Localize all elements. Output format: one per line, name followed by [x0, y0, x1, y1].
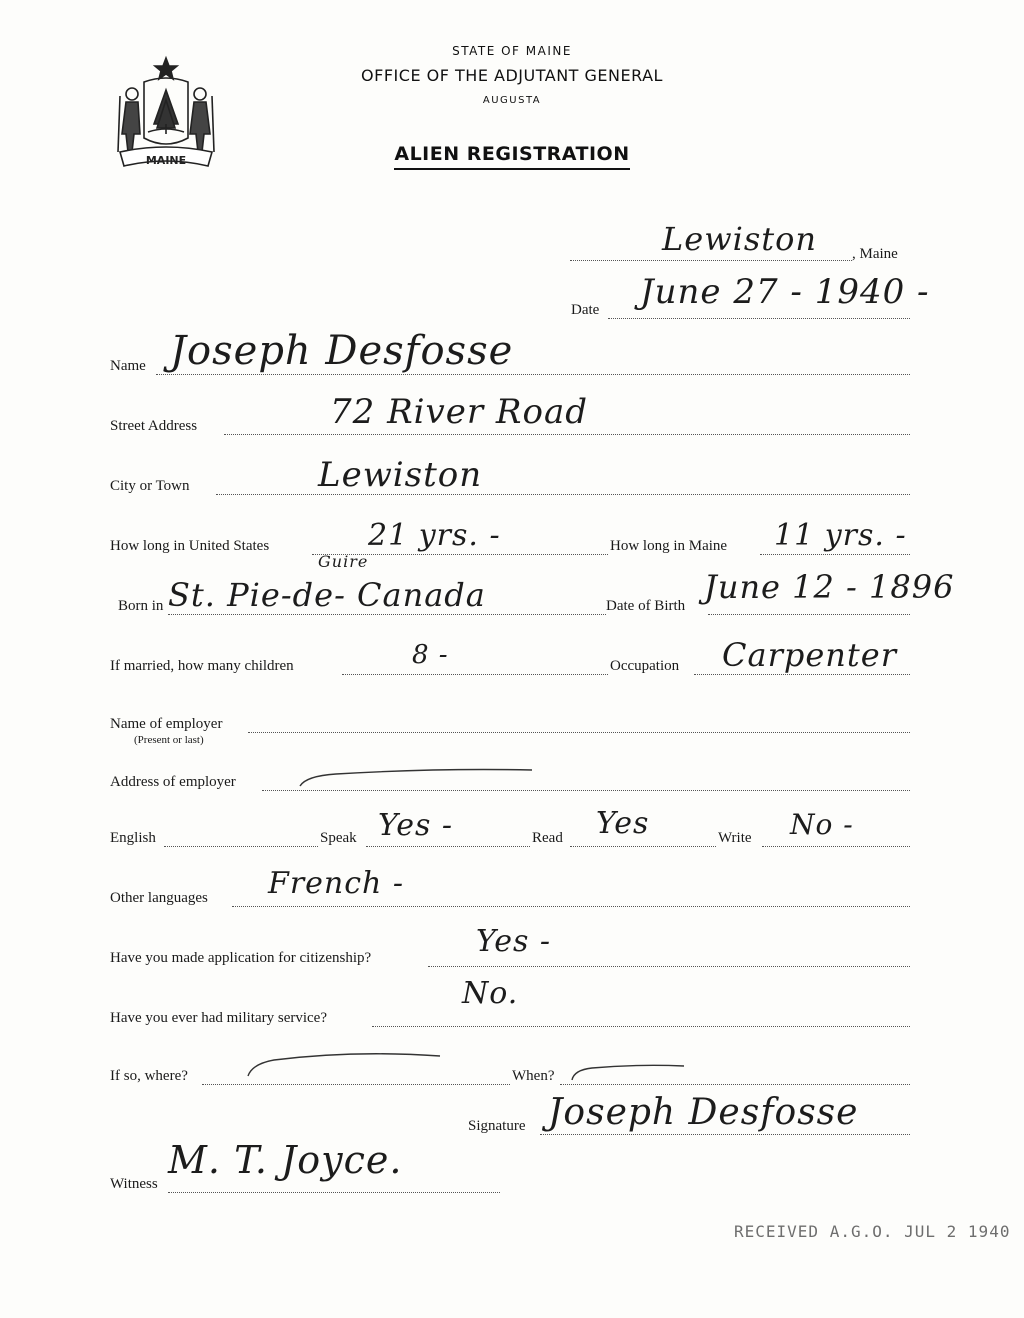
born-line: [168, 614, 606, 615]
speak-line: [366, 846, 530, 847]
signature-value: Joseph Desfosse: [548, 1092, 859, 1133]
occupation-value: Carpenter: [722, 636, 897, 674]
occupation-label: Occupation: [610, 658, 680, 674]
witness-label: Witness: [110, 1176, 158, 1192]
header-office: OFFICE OF THE ADJUTANT GENERAL: [361, 66, 663, 85]
other-languages-line: [232, 906, 910, 907]
read-line: [570, 846, 716, 847]
maine-time-line: [760, 554, 910, 555]
when-label: When?: [512, 1068, 555, 1084]
received-stamp: RECEIVED A.G.O. JUL 2 1940: [734, 1222, 1011, 1241]
employer-address-label: Address of employer: [110, 774, 236, 790]
write-value: No -: [790, 808, 854, 841]
place-line: [570, 260, 852, 261]
witness-line: [168, 1192, 500, 1193]
street-value: 72 River Road: [330, 392, 589, 432]
military-label: Have you ever had military service?: [110, 1010, 327, 1026]
dob-value: June 12 - 1896: [704, 568, 955, 606]
dob-line: [708, 614, 910, 615]
header-city: AUGUSTA: [482, 95, 542, 106]
born-label: Born in: [118, 598, 164, 614]
citizenship-label: Have you made application for citizenship?: [110, 950, 372, 966]
name-line: [156, 374, 910, 375]
where-strike: [244, 1046, 444, 1082]
speak-value: Yes -: [378, 808, 454, 843]
when-line: [560, 1084, 910, 1085]
other-languages-value: French -: [268, 866, 405, 901]
street-label: Street Address: [110, 418, 198, 434]
name-label: Name: [110, 358, 146, 374]
street-line: [224, 434, 910, 435]
maine-suffix: , Maine: [852, 246, 898, 262]
children-value: 8 -: [412, 640, 449, 670]
born-value: St. Pie-de- Canada: [168, 576, 486, 614]
city-value: Lewiston: [318, 455, 483, 495]
date-value: June 27 - 1940 -: [640, 272, 930, 312]
military-line: [372, 1026, 910, 1027]
write-label: Write: [718, 830, 752, 846]
english-line: [164, 846, 318, 847]
born-note: Guire: [318, 552, 369, 571]
place-value: Lewiston: [662, 220, 817, 258]
write-line: [762, 846, 910, 847]
where-label: If so, where?: [110, 1068, 188, 1084]
citizenship-value: Yes -: [476, 924, 552, 959]
svg-text:MAINE: MAINE: [145, 154, 187, 167]
date-line: [608, 318, 910, 319]
citizenship-line: [428, 966, 910, 967]
employer-line: [248, 732, 910, 733]
signature-label: Signature: [468, 1118, 526, 1134]
when-strike: [568, 1060, 688, 1084]
dob-label: Date of Birth: [606, 598, 686, 614]
city-label: City or Town: [110, 478, 190, 494]
employer-address-strike: [296, 764, 536, 794]
military-value: No.: [462, 976, 519, 1011]
where-line: [202, 1084, 510, 1085]
occupation-line: [694, 674, 910, 675]
us-time-label: How long in United States: [110, 538, 270, 554]
read-value: Yes: [596, 806, 650, 841]
employer-label: Name of employer: [110, 716, 223, 732]
english-label: English: [110, 830, 156, 846]
other-languages-label: Other languages: [110, 890, 208, 906]
date-label: Date: [571, 302, 600, 318]
speak-label: Speak: [320, 830, 357, 846]
children-line: [342, 674, 608, 675]
signature-line: [540, 1134, 910, 1135]
witness-value: M. T. Joyce.: [168, 1138, 403, 1182]
read-label: Read: [532, 830, 563, 846]
children-label: If married, how many children: [110, 658, 294, 674]
employer-sublabel: (Present or last): [134, 734, 204, 746]
header-state: STATE OF MAINE: [452, 44, 572, 58]
maine-time-value: 11 yrs. -: [774, 518, 907, 553]
us-time-value: 21 yrs. -: [368, 518, 501, 553]
name-value: Joseph Desfosse: [170, 328, 514, 374]
form-title: ALIEN REGISTRATION: [394, 143, 629, 170]
maine-time-label: How long in Maine: [610, 538, 728, 554]
